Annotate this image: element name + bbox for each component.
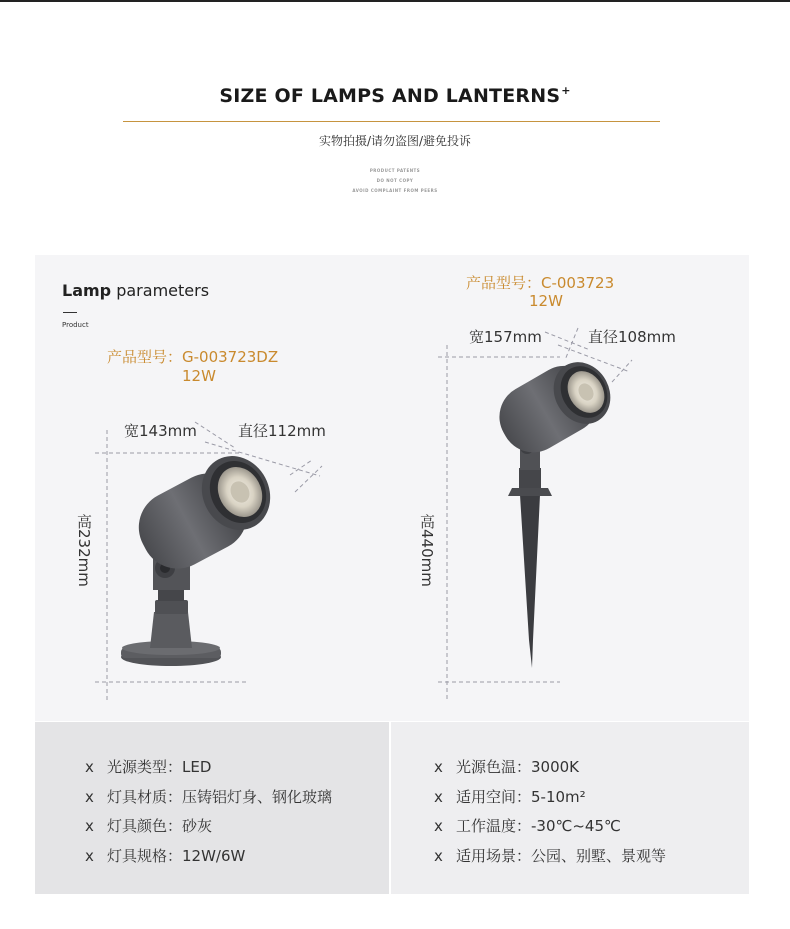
right-model-label: 产品型号：C-003723 (466, 274, 615, 292)
section-heading: Lamp parameters (62, 281, 210, 300)
fine-print-2: DO NOT COPY (376, 178, 414, 183)
page-subtitle: 实物拍摄/请勿盗图/避免投诉 (318, 134, 472, 148)
left-diameter-label: 直径112mm (238, 422, 326, 440)
left-model-label: 产品型号：G-003723DZ (107, 348, 279, 366)
spec-item: x 灯具规格：12W/6W (85, 847, 246, 865)
left-height-label: 高232mm (75, 514, 93, 587)
right-lamp-illustration (488, 352, 622, 668)
section-sub: Product (62, 321, 89, 329)
spec-item: x 适用场景：公园、别墅、景观等 (434, 847, 667, 865)
spec-item: x 工作温度：-30℃~45℃ (434, 817, 621, 835)
spec-item: x 适用空间：5-10m² (434, 788, 586, 806)
spec-item: x 灯具材质：压铸铝灯身、钢化玻璃 (85, 788, 333, 806)
left-power-label: 12W (182, 367, 216, 385)
right-width-label: 宽157mm (469, 328, 542, 346)
spec-panel-left (35, 722, 389, 894)
right-power-label: 12W (529, 292, 563, 310)
spec-item: x 灯具颜色：砂灰 (85, 817, 213, 835)
fine-print-1: PRODUCT PATENTS (369, 168, 421, 173)
spec-panel-right (391, 722, 749, 894)
page-title: SIZE OF LAMPS AND LANTERNS+ (219, 84, 571, 107)
right-diameter-label: 直径108mm (588, 328, 676, 346)
spec-item: x 光源色温：3000K (434, 758, 580, 776)
title-plus-mark: + (561, 84, 571, 97)
right-height-label: 高440mm (418, 514, 436, 587)
spec-item: x 光源类型：LED (85, 758, 212, 776)
left-lamp-illustration (121, 444, 283, 666)
left-width-label: 宽143mm (124, 422, 197, 440)
fine-print-3: AVOID COMPLAINT FROM PEERS (352, 188, 438, 193)
